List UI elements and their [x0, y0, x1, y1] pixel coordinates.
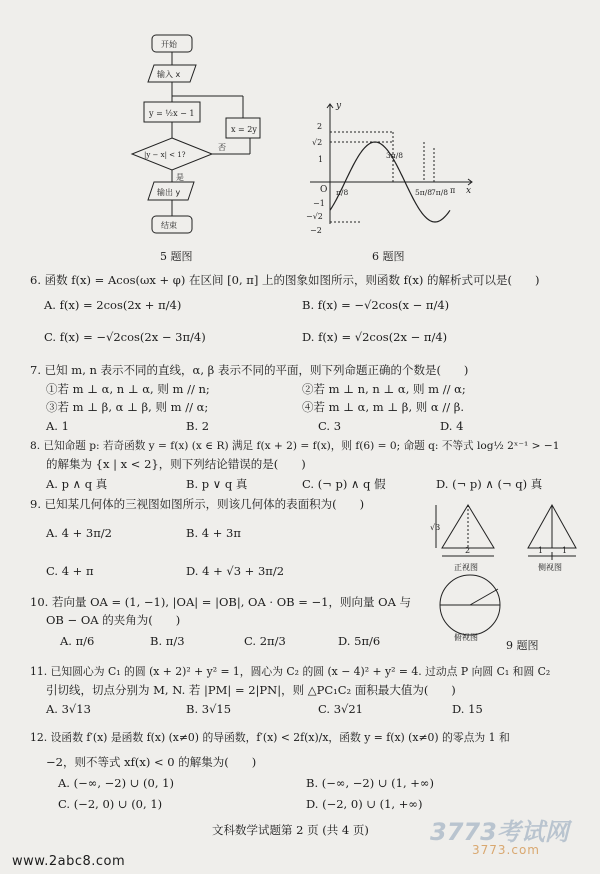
- q7-option-a: A. 1: [46, 419, 69, 433]
- q6-option-d: D. f(x) = √2cos(2x − π/4): [302, 330, 448, 344]
- dim-right-1-text: 1: [562, 546, 568, 555]
- brand-watermark-url: 3773.com: [472, 843, 540, 857]
- q10-option-d: D. 5π/6: [338, 634, 381, 648]
- flow-assign-text: y = ½x − 1: [149, 109, 195, 118]
- q10-option-c: C. 2π/3: [244, 634, 286, 648]
- q12-stem-line1: 12. 设函数 f′(x) 是函数 f(x) (x≠0) 的导函数，f′(x) < 2f(x)/x，函数 y = f(x) (x≠0) 的零点为 1 和: [30, 731, 510, 744]
- q8-option-c: C. (¬ p) ∧ q 假: [302, 477, 386, 491]
- q8-stem-line1: 8. 已知命题 p: 若奇函数 y = f(x) (x ∈ R) 满足 f(x + 2) = f(x)，则 f(6) = 0; 命题 q: 不等式 log½ 2ˣ⁻¹ > −1: [30, 440, 560, 452]
- flow-no-text: 否: [218, 143, 226, 152]
- q12-option-d: D. (−2, 0) ∪ (1, +∞): [306, 797, 423, 811]
- y-axis-label: y: [336, 101, 342, 111]
- xtick-3pi8: 3π/8: [386, 151, 403, 160]
- three-view-figure: [430, 493, 595, 643]
- ytick-neg-sqrt2: −√2: [306, 212, 323, 221]
- q6-stem: 6. 函数 f(x) = Acos(ωx + φ) 在区间 [0, π] 上的图象如图所示，则函数 f(x) 的解析式可以是( ): [30, 273, 540, 287]
- q10-stem-line1: 10. 若向量 OA = (1, −1), |OA| = |OB|, OA · OB = −1，则向量 OA 与: [30, 595, 412, 609]
- q8-option-a: A. p ∧ q 真: [46, 477, 108, 491]
- q9-option-a: A. 4 + 3π/2: [46, 526, 112, 540]
- q7-statement-4: ④若 m ⊥ α, m ⊥ β, 则 α // β.: [302, 400, 465, 414]
- q9-stem: 9. 已知某几何体的三视图如图所示，则该几何体的表面积为( ): [30, 497, 365, 511]
- q11-option-b: B. 3√15: [186, 702, 232, 716]
- flow-update-text: x = 2y: [231, 125, 257, 134]
- origin-label: O: [320, 185, 328, 195]
- q11-option-d: D. 15: [452, 702, 483, 716]
- xtick-7pi8: 7π/8: [431, 188, 448, 197]
- side-view-label: 侧视图: [538, 563, 562, 572]
- q6-option-a: A. f(x) = 2cos(2x + π/4): [44, 298, 182, 312]
- q8-option-d: D. (¬ p) ∧ (¬ q) 真: [436, 477, 543, 491]
- flow-start-text: 开始: [161, 40, 177, 49]
- flow-cond-text: |y − x| < 1?: [144, 151, 186, 159]
- q9-option-d: D. 4 + √3 + 3π/2: [186, 564, 285, 578]
- ytick-sqrt2: √2: [312, 138, 323, 147]
- q9-option-b: B. 4 + 3π: [186, 526, 241, 540]
- dim-left-1-text: 1: [538, 546, 544, 555]
- q6-option-c: C. f(x) = −√2cos(2x − 3π/4): [44, 330, 206, 344]
- ytick-neg1: −1: [313, 199, 325, 208]
- q7-option-c: C. 3: [318, 419, 342, 433]
- q10-option-b: B. π/3: [150, 634, 185, 648]
- ytick-neg2: −2: [310, 226, 322, 235]
- top-view-label: 俯视图: [454, 633, 478, 642]
- q6-option-b: B. f(x) = −√2cos(x − π/4): [302, 298, 450, 312]
- flow-end-text: 结束: [161, 221, 177, 230]
- fig5-caption: 5 题图: [160, 250, 193, 263]
- flow-output-text: 输出 y: [157, 188, 181, 197]
- flow-input-text: 输入 x: [157, 70, 181, 79]
- q7-statement-2: ②若 m ⊥ n, n ⊥ α, 则 m // α;: [302, 382, 466, 396]
- q12-option-c: C. (−2, 0) ∪ (0, 1): [58, 797, 163, 811]
- brand-watermark: 3773考试网: [430, 818, 569, 846]
- q7-option-b: B. 2: [186, 419, 210, 433]
- q10-option-a: A. π/6: [60, 634, 95, 648]
- q8-option-b: B. p ∨ q 真: [186, 477, 248, 491]
- xtick-5pi8: 5π/8: [415, 188, 432, 197]
- q7-stem: 7. 已知 m, n 表示不同的直线，α, β 表示不同的平面，则下列命题正确的个数是( ): [30, 363, 469, 377]
- q8-stem-line2: 的解集为 {x | x < 2}，则下列结论错误的是( ): [46, 457, 306, 471]
- xtick-pi8: π/8: [336, 188, 349, 197]
- site-watermark-left: www.2abc8.com: [12, 854, 126, 869]
- q11-option-c: C. 3√21: [318, 702, 363, 716]
- q9-option-c: C. 4 + π: [46, 564, 94, 578]
- xtick-pi: π: [450, 186, 456, 195]
- q7-statement-3: ③若 m ⊥ β, α ⊥ β, 则 m // α;: [46, 400, 209, 414]
- fig9-caption: 9 题图: [506, 639, 539, 652]
- q11-stem-line2: 引切线，切点分别为 M, N. 若 |PM| = 2|PN|，则 △PC₁C₂ 面积最大值为( ): [46, 683, 456, 697]
- q12-stem-line2: −2，则不等式 xf(x) < 0 的解集为( ): [46, 755, 257, 769]
- front-view-label: 正视图: [454, 563, 478, 572]
- q10-stem-line2: OB − OA 的夹角为( ): [46, 613, 181, 627]
- page-footer: 文科数学试题第 2 页 (共 4 页): [212, 823, 369, 837]
- x-axis-label: x: [466, 186, 472, 196]
- ytick-2: 2: [317, 122, 323, 131]
- q11-stem-line1: 11. 已知圆心为 C₁ 的圆 (x + 2)² + y² = 1，圆心为 C₂ 的圆 (x − 4)² + y² = 4. 过动点 P 向圆 C₁ 和圆 C₂: [30, 665, 551, 678]
- dim-height-text: √3: [430, 523, 441, 532]
- fig6-caption: 6 题图: [372, 250, 405, 263]
- q12-option-b: B. (−∞, −2) ∪ (1, +∞): [306, 776, 434, 790]
- q11-option-a: A. 3√13: [46, 702, 91, 716]
- q12-option-a: A. (−∞, −2) ∪ (0, 1): [58, 776, 174, 790]
- flow-yes-text: 是: [176, 173, 184, 182]
- flowchart-figure: [130, 30, 280, 245]
- dim-width-text: 2: [465, 546, 471, 555]
- q7-option-d: D. 4: [440, 419, 464, 433]
- ytick-1: 1: [318, 155, 324, 164]
- cosine-graph-figure: [300, 92, 485, 242]
- q7-statement-1: ①若 m ⊥ α, n ⊥ α, 则 m // n;: [46, 382, 210, 396]
